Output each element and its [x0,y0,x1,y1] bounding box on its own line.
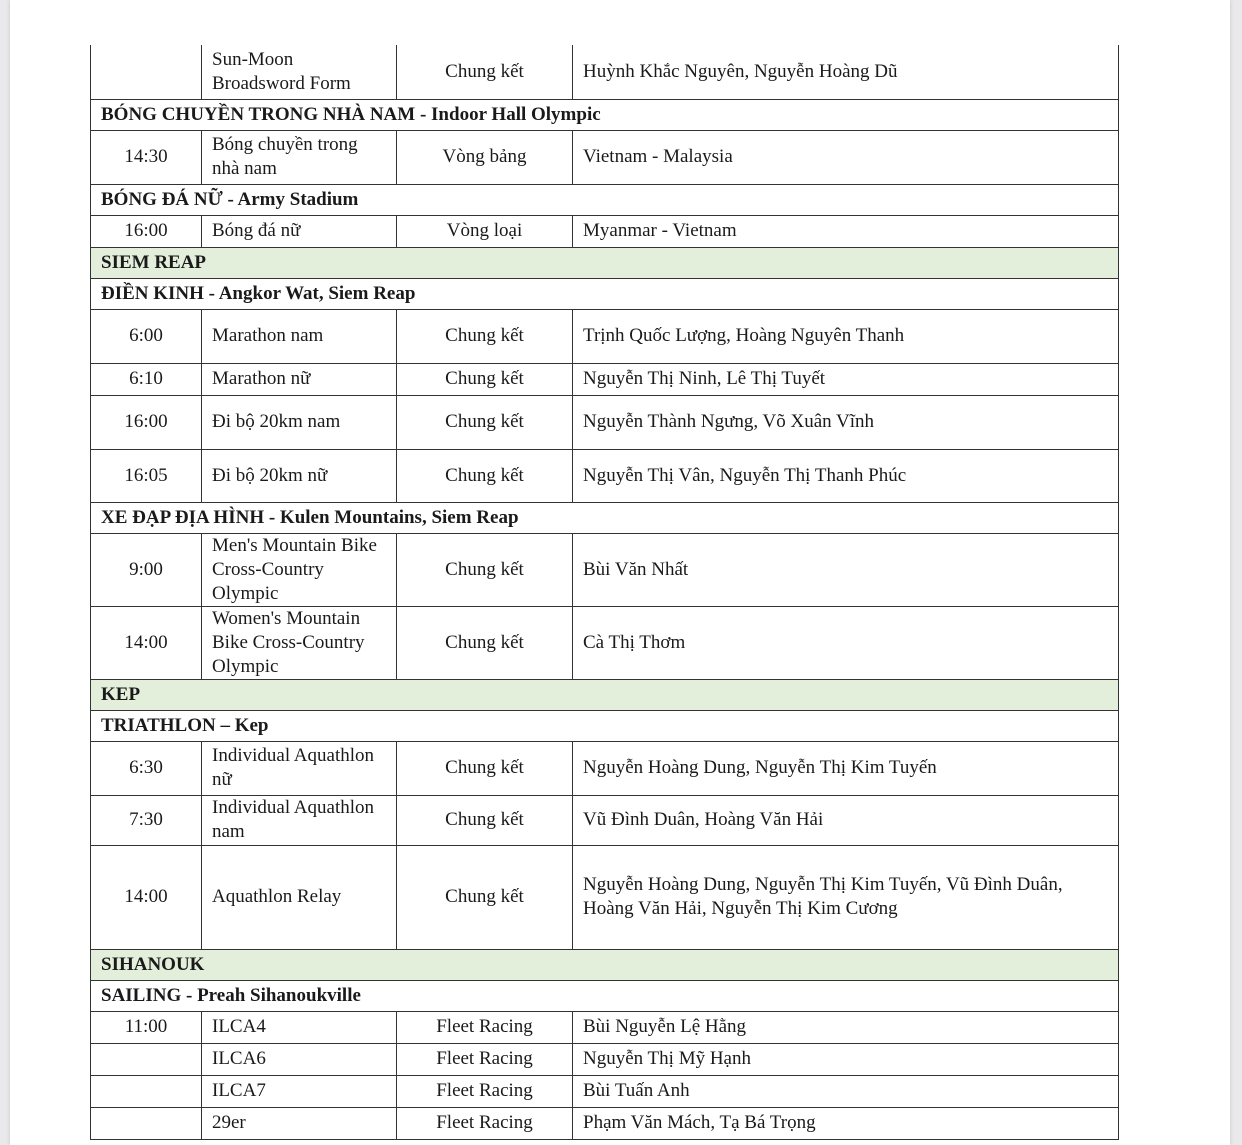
athletes-cell: Vũ Đình Duân, Hoàng Văn Hải [573,795,1119,845]
time-cell: 7:30 [91,795,202,845]
table-row [91,1043,1119,1075]
event-cell: Aquathlon Relay [202,845,397,949]
category-title: TRIATHLON – Kep [91,710,1119,741]
time-cell: 14:00 [91,606,202,679]
time-cell [91,1107,202,1139]
table-row [91,309,1119,363]
athletes-cell: Phạm Văn Mách, Tạ Bá Trọng [573,1107,1119,1139]
time-cell: 6:00 [91,309,202,363]
athletes-cell: Nguyễn Thị Ninh, Lê Thị Tuyết [573,363,1119,395]
category-title: BÓNG CHUYỀN TRONG NHÀ NAM - Indoor Hall Olympic [91,99,1119,130]
table-row [91,215,1119,247]
round-cell: Chung kết [397,606,573,679]
event-cell: Đi bộ 20km nam [202,395,397,449]
athletes-cell: Bùi Nguyễn Lệ Hằng [573,1011,1119,1043]
athletes-cell: Nguyễn Thị Mỹ Hạnh [573,1043,1119,1075]
schedule-table [90,45,1119,1140]
table-row [91,449,1119,502]
athletes-cell: Vietnam - Malaysia [573,130,1119,184]
event-cell: Individual Aquathlon nam [202,795,397,845]
table-row [91,130,1119,184]
round-cell: Chung kết [397,741,573,795]
table-row [91,1075,1119,1107]
athletes-cell: Bùi Tuấn Anh [573,1075,1119,1107]
time-cell: 11:00 [91,1011,202,1043]
time-cell: 16:05 [91,449,202,502]
category-header [91,980,1119,1011]
round-cell: Fleet Racing [397,1043,573,1075]
time-cell: 9:00 [91,533,202,606]
event-cell: Marathon nữ [202,363,397,395]
round-cell: Fleet Racing [397,1107,573,1139]
table-row [91,363,1119,395]
table-row [91,395,1119,449]
category-title: SAILING - Preah Sihanoukville [91,980,1119,1011]
category-title: XE ĐẠP ĐỊA HÌNH - Kulen Mountains, Siem Reap [91,502,1119,533]
region-header [91,949,1119,980]
athletes-cell: Nguyễn Hoàng Dung, Nguyễn Thị Kim Tuyến [573,741,1119,795]
round-cell: Chung kết [397,449,573,502]
event-cell: Bóng chuyền trong nhà nam [202,130,397,184]
athletes-cell: Bùi Văn Nhất [573,533,1119,606]
time-cell: 14:00 [91,845,202,949]
event-cell: ILCA6 [202,1043,397,1075]
event-cell: Bóng đá nữ [202,215,397,247]
athletes-cell: Huỳnh Khắc Nguyên, Nguyễn Hoàng Dũ [573,45,1119,99]
time-cell: 16:00 [91,215,202,247]
time-cell: 14:30 [91,130,202,184]
category-header [91,278,1119,309]
table-row [91,845,1119,949]
region-title: SIEM REAP [91,247,1119,278]
round-cell: Vòng loại [397,215,573,247]
category-header [91,99,1119,130]
round-cell: Chung kết [397,395,573,449]
athletes-cell: Nguyễn Thị Vân, Nguyễn Thị Thanh Phúc [573,449,1119,502]
region-title: KEP [91,679,1119,710]
table-row [91,1011,1119,1043]
round-cell: Chung kết [397,795,573,845]
round-cell: Fleet Racing [397,1075,573,1107]
event-cell: 29er [202,1107,397,1139]
table-row [91,1107,1119,1139]
event-cell: Đi bộ 20km nữ [202,449,397,502]
round-cell: Chung kết [397,309,573,363]
round-cell: Fleet Racing [397,1011,573,1043]
region-header [91,679,1119,710]
time-cell: 6:10 [91,363,202,395]
event-cell: ILCA4 [202,1011,397,1043]
event-cell: Marathon nam [202,309,397,363]
event-cell: ILCA7 [202,1075,397,1107]
round-cell: Vòng bảng [397,130,573,184]
region-title: SIHANOUK [91,949,1119,980]
table-row [91,45,1119,99]
time-cell: 16:00 [91,395,202,449]
event-cell: Women's Mountain Bike Cross-Country Olympic [202,606,397,679]
event-cell: Men's Mountain Bike Cross-Country Olympic [202,533,397,606]
category-header [91,184,1119,215]
time-cell [91,1043,202,1075]
category-header [91,502,1119,533]
table-row [91,741,1119,795]
table-row [91,533,1119,606]
table-row [91,606,1119,679]
event-cell: Individual Aquathlon nữ [202,741,397,795]
round-cell: Chung kết [397,45,573,99]
time-cell [91,45,202,99]
time-cell: 6:30 [91,741,202,795]
athletes-cell: Cà Thị Thơm [573,606,1119,679]
time-cell [91,1075,202,1107]
round-cell: Chung kết [397,845,573,949]
round-cell: Chung kết [397,533,573,606]
athletes-cell: Nguyễn Hoàng Dung, Nguyễn Thị Kim Tuyến, Vũ Đình Duân, Hoàng Văn Hải, Nguyễn Thị Kim Cương [573,845,1119,949]
athletes-cell: Myanmar - Vietnam [573,215,1119,247]
region-header [91,247,1119,278]
table-row [91,795,1119,845]
document-page [10,0,1230,1145]
category-title: ĐIỀN KINH - Angkor Wat, Siem Reap [91,278,1119,309]
category-header [91,710,1119,741]
event-cell: Sun-Moon Broadsword Form [202,45,397,99]
athletes-cell: Nguyễn Thành Ngưng, Võ Xuân Vĩnh [573,395,1119,449]
round-cell: Chung kết [397,363,573,395]
athletes-cell: Trịnh Quốc Lượng, Hoàng Nguyên Thanh [573,309,1119,363]
category-title: BÓNG ĐÁ NỮ - Army Stadium [91,184,1119,215]
